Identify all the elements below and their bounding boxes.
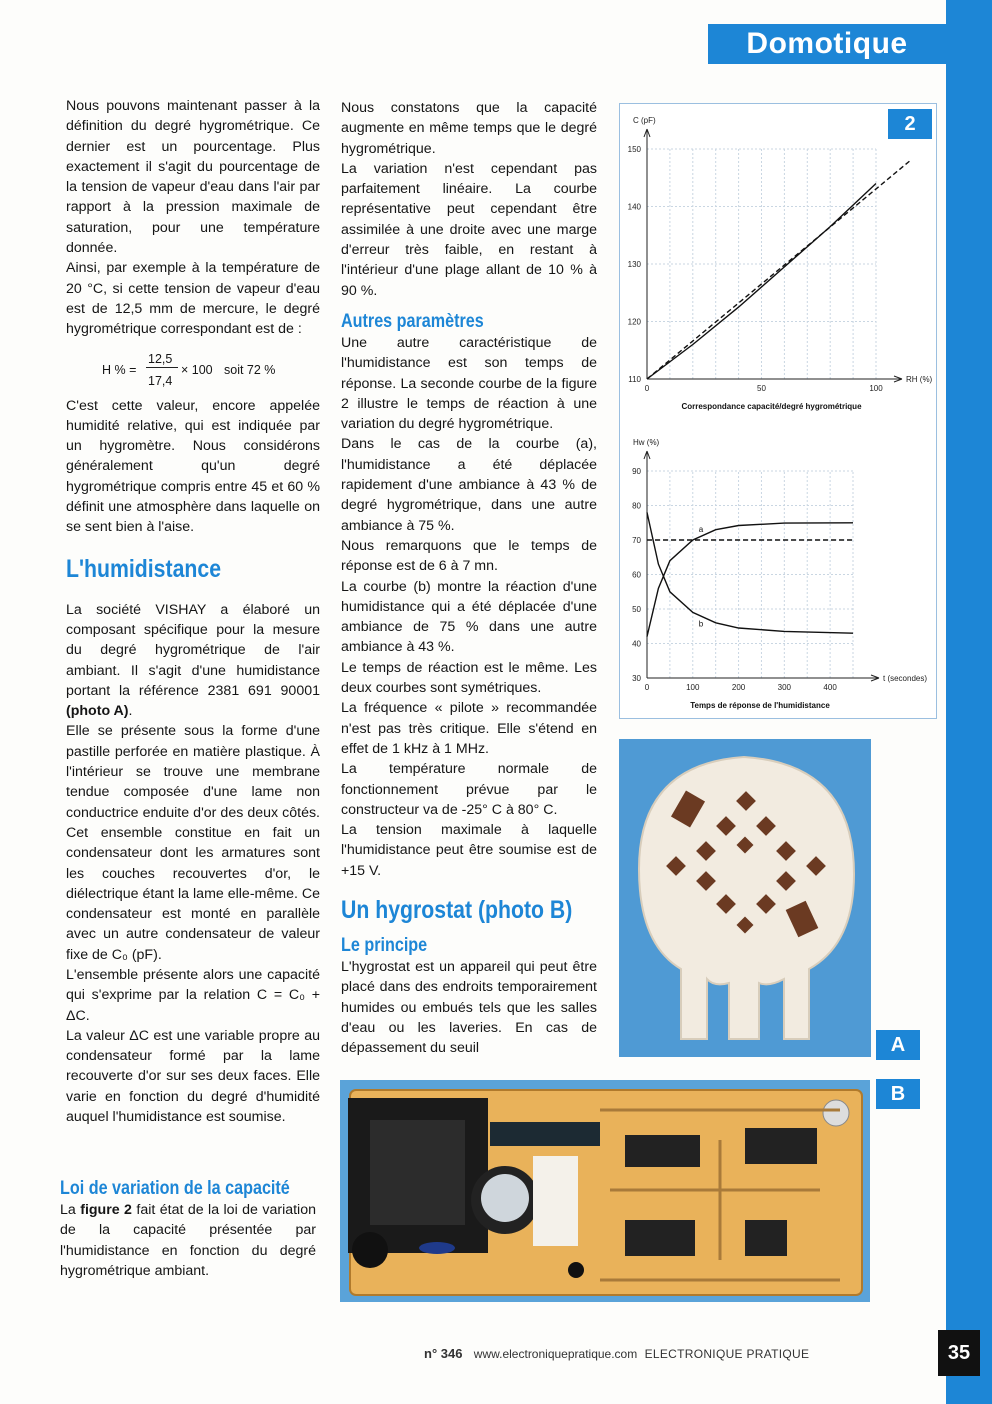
paragraph: Nous pouvons maintenant passer à la définition du degré hygrométrique. Ce dernier est un pourcentage. Plus exactement il s'agit du pourcentage de la tension de vapeur d'eau dans l'air par rapport à la pression maximale de saturation, pour une température donnée. <box>66 98 320 257</box>
y-axis-label: Hw (%) <box>633 438 660 447</box>
heading-humidistance: L'humidistance <box>66 554 222 583</box>
paragraph: Nous constatons que la capacité augmente en même temps que le degré hygrométrique. <box>341 100 597 157</box>
x-tick-label: 0 <box>644 683 650 692</box>
section-header: Domotique <box>708 24 946 64</box>
magazine-name: ELECTRONIQUE PRATIQUE <box>644 1347 810 1361</box>
chart-title: Temps de réponse de l'humidistance <box>690 701 830 710</box>
y-tick-label: 120 <box>627 317 641 327</box>
humidistance-illustration <box>619 739 871 1057</box>
x-axis-label: t (secondes) <box>883 674 928 683</box>
paragraph: La valeur ΔC est une variable propre au condensateur formé par la lame recouverte d'or sur ses deux faces. Elle varie en fonction du degré d'humidité auquel l'humidistance est soumise. <box>66 1027 320 1126</box>
photo-a-humidistance <box>619 739 871 1057</box>
text-column-1 <box>66 96 320 1127</box>
x-tick-label: 50 <box>757 384 766 393</box>
paragraph <box>66 600 320 722</box>
page-edge-stripe <box>946 0 992 1404</box>
series-line <box>647 161 910 380</box>
y-tick-label: 70 <box>632 536 641 545</box>
paragraph <box>60 1200 316 1281</box>
series-label: b <box>698 619 704 629</box>
chart-capacity-vs-rh <box>620 104 936 414</box>
y-axis-label: C (pF) <box>633 116 656 125</box>
paragraph: La température normale de fonctionnement prévue par le constructeur va de -25° C à 80° C. <box>341 761 597 818</box>
paragraph: Nous remarquons que le temps de réponse est de 6 à 7 mn. <box>341 537 597 575</box>
paragraph: La tension maximale à laquelle l'humidistance peut être soumise est de +15 V. <box>341 822 597 879</box>
y-tick-label: 40 <box>632 639 641 649</box>
paragraph: Dans le cas de la courbe (a), l'humidistance a été déplacée rapidement d'une ambiance à 43 % de degré hygrométrique, dans une autre ambiance à 75 %. <box>341 436 597 534</box>
paragraph: Une autre caractéristique de l'humidistance est son temps de réponse. La seconde courbe de la figure 2 illustre le temps de réaction à une variation du degré hygrométrique. <box>341 334 597 433</box>
paragraph: L'ensemble présente alors une capacité qui s'exprime par la relation C = C₀ + ΔC. <box>66 966 320 1024</box>
text: . <box>128 703 133 720</box>
y-tick-label: 60 <box>632 570 641 580</box>
x-tick-label: 400 <box>823 683 837 692</box>
issue-number: n° 346 <box>424 1346 463 1361</box>
fraction-bar <box>146 367 178 368</box>
paragraph: Elle se présente sous la forme d'une pastille perforée en matière plastique. À l'intérieur se trouve une membrane tendue composée d'une lame non conductrice enduite d'or des deux côtés. Cet ensemble constitue en fait un condensateur dont les armatures sont les couches recouvertes d'or, le diélectrique étant la lame elle-même. Ce condensateur est monté en parallèle avec un autre condensateur de valeur fixe de C₀ (pF). <box>66 723 320 963</box>
website-url: www.electroniquepratique.com <box>473 1347 638 1361</box>
y-tick-label: 130 <box>627 260 641 269</box>
paragraph: Le temps de réaction est le même. Les deux courbes sont symétriques. <box>341 659 597 697</box>
x-tick-label: 100 <box>869 384 883 393</box>
series-line-a <box>647 523 853 637</box>
figure-2 <box>619 103 937 719</box>
formula <box>66 340 320 396</box>
x-axis-label: RH (%) <box>906 375 933 384</box>
series-label: a <box>698 525 704 534</box>
y-tick-label: 80 <box>632 501 641 511</box>
text: La société VISHAY a élaboré un composant spécifique pour la mesure du degré hygrométrique de l'air ambiant. Il s'agit d'une humidistance portant la référence 2381 691 90001 <box>66 601 320 699</box>
x-tick-label: 200 <box>731 683 746 692</box>
x-tick-label: 0 <box>644 384 650 393</box>
text-column-2 <box>341 98 597 1058</box>
chart-response-time <box>620 414 936 718</box>
y-tick-label: 30 <box>632 674 641 683</box>
photo-b-hygrostat-board <box>340 1080 870 1302</box>
heading-principe: Le principe <box>341 934 428 956</box>
heading-autres-parametres: Autres paramètres <box>341 310 484 332</box>
formula-numerator: 12,5 <box>148 351 173 366</box>
page-number: 35 <box>938 1330 980 1376</box>
y-tick-label: 90 <box>632 467 641 476</box>
y-tick-label: 50 <box>632 605 641 614</box>
photo-b-tag: B <box>876 1079 920 1109</box>
text: fait état de la loi de variation de la capacité présentée par l'humidistance en fonction du degré hygrométrique ambiant. <box>60 1202 316 1279</box>
y-tick-label: 150 <box>627 145 641 154</box>
paragraph: L'hygrostat est un appareil qui peut être placé dans des endroits temporairement humides ou embués tels que les salles d'eau ou les laveries. En cas de dépassement du seuil <box>341 958 597 1057</box>
y-tick-label: 140 <box>627 202 641 212</box>
x-tick-label: 300 <box>777 683 792 692</box>
formula-result: soit 72 % <box>224 362 276 377</box>
text: La <box>60 1202 81 1218</box>
heading-loi-de-variation: Loi de variation de la capacité <box>60 1178 290 1199</box>
paragraph: La fréquence « pilote » recommandée n'est pas très critique. Elle s'étend en effet de 1 kHz à 1 MHz. <box>341 700 597 757</box>
y-tick-label: 110 <box>628 375 641 384</box>
photo-a-tag: A <box>876 1030 920 1060</box>
paragraph: Ainsi, par exemple à la température de 20 °C, si cette tension de vapeur d'eau est de 12,5 mm de mercure, le degré hygrométrique correspondant est de : <box>66 260 320 338</box>
x-tick-label: 100 <box>686 683 700 692</box>
pcb-illustration <box>340 1080 870 1302</box>
text-bold: (photo A) <box>66 703 129 720</box>
text-bold: figure 2 <box>80 1202 132 1218</box>
formula-denominator: 17,4 <box>148 373 173 388</box>
chart-title: Correspondance capacité/degré hygrométrique <box>681 402 862 411</box>
paragraph: C'est cette valeur, encore appelée humidité relative, qui est indiquée par un hygromètre. Nous considérons généralement qu'un degré hygrométrique compris entre 45 et 60 % définit une atmosphère dans laquelle on se sent bien à l'aise. <box>66 397 320 536</box>
formula-mult: × 100 <box>181 362 213 377</box>
paragraph: La variation n'est cependant pas parfaitement linéaire. La courbe représentative peut cependant être assimilée à une droite avec une marge d'erreur très faible, en restant à l'intérieur d'une plage allant de 10 % à 90 %. <box>341 160 597 299</box>
series-line-b <box>647 512 853 633</box>
figure-number-tag: 2 <box>888 109 932 139</box>
heading-hygrostat: Un hygrostat (photo B) <box>341 895 573 924</box>
text-column-1-bottom <box>60 1178 316 1281</box>
paragraph: La courbe (b) montre la réaction d'une humidistance qui a été déplacée d'une ambiance de 75 % dans une autre ambiance à 43 %. <box>341 578 597 656</box>
footer <box>424 1346 809 1361</box>
formula-lhs: H % = <box>102 362 137 377</box>
